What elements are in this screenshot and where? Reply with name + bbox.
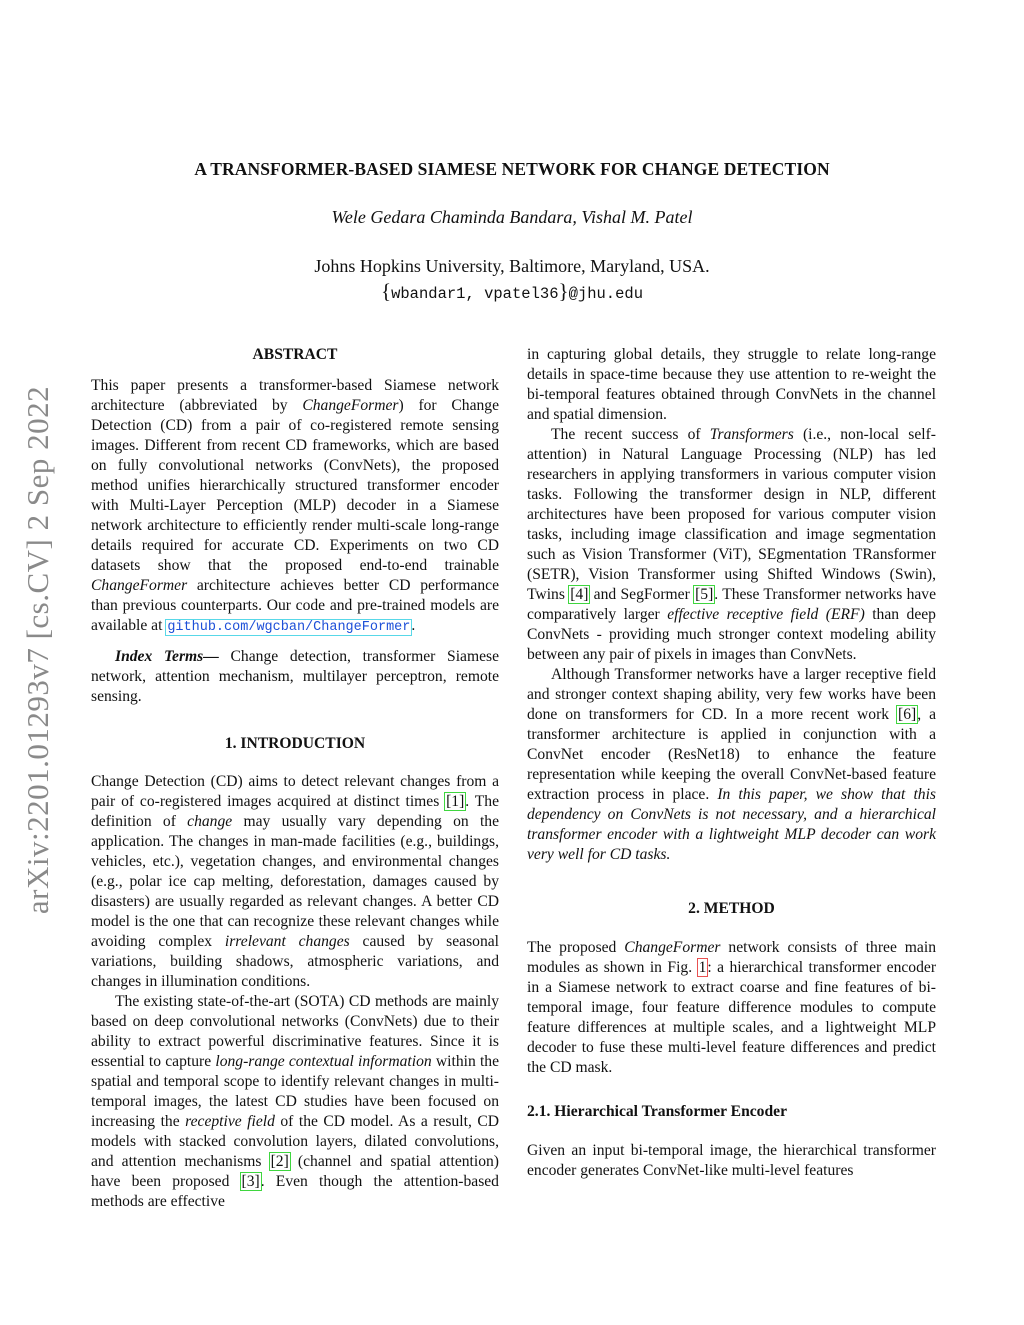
method-heading: 2. METHOD xyxy=(688,900,775,917)
paper-title: A TRANSFORMER-BASED SIAMESE NETWORK FOR CHANGE DETECTION xyxy=(194,159,830,179)
intro-paragraph-3: The recent success of Transformers (i.e., non-local self-attention) in Natural Language Processing (NLP) has led researchers in applying transformers in various computer vision tasks. Following the transformer design in NLP, different architectures have been proposed for various computer vision tasks, including image classification and image segmentation such as Vision Transformer (ViT), SEgmentation TRansformer (SETR), Vision Transformer using Shifted Windows (Swin), Twins [4] and SegFormer [5]. These Transformer networks have comparatively larger effective receptive field (ERF) than deep ConvNets - providing much stronger context modeling ability between any pair of pixels in images than ConvNets. xyxy=(527,426,937,663)
email-brace-open: { xyxy=(380,279,392,303)
left-column xyxy=(91,345,499,1212)
citation-6[interactable]: [6] xyxy=(898,706,917,723)
citation-3[interactable]: [3] xyxy=(241,1173,260,1190)
abstract-paragraph: This paper presents a transformer-based Siamese network architecture (abbreviated by ChangeFormer) for Change Detection (CD) from a pair of co-registered remote sensing images. Different from recent CD frameworks, which are based on fully convolutional networks (ConvNets), the proposed method unifies hierarchically structured transformer encoder with Multi-Layer Perception (MLP) decoder in a Siamese network architecture to efficiently render multi-scale long-range details required for accurate CD. Experiments on two CD datasets show that the proposed end-to-end trainable ChangeFormer architecture achieves better CD performance than previous counterparts. Our code and pre-trained models are available at github.com/wgcban/ChangeFormer. xyxy=(91,377,500,635)
method-paragraph-2: Given an input bi-temporal image, the hierarchical transformer encoder generates ConvNet-like multi-level features xyxy=(527,1142,936,1179)
arxiv-identifier-stamp: arXiv:2201.01293v7 [cs.CV] 2 Sep 2022 xyxy=(20,385,55,915)
method-paragraph-1: The proposed ChangeFormer network consists of three main modules as shown in Fig. 1: a hierarchical transformer encoder in a Siamese network to extract coarse and fine features of bi-temporal image, four feature difference modules to compute feature differences at multiple scales, and a lightweight MLP decoder to fuse these multi-level feature differences and predict the CD mask. xyxy=(527,939,937,1076)
intro-paragraph-2-continued: in capturing global details, they struggle to relate long-range details in space-time because they use attention to re-weight the bi-temporal features obtained through ConvNets in the channel and spatial dimension. xyxy=(527,346,936,423)
citation-2[interactable]: [2] xyxy=(270,1153,289,1170)
email-users: wbandar1, vpatel36 xyxy=(391,285,559,303)
citation-1[interactable]: [1] xyxy=(446,793,465,810)
paper-authors: Wele Gedara Chaminda Bandara, Vishal M. Patel xyxy=(331,207,693,227)
intro-paragraph-2: The existing state-of-the-art (SOTA) CD methods are mainly based on deep convolutional networks (ConvNets) due to their ability to extract powerful discriminative features. Since it is essential to capture long-range contextual information within the spatial and temporal scope to identify relevant changes in multi-temporal images, the latest CD studies have been focused on increasing the receptive field of the CD model. As a result, CD models with stacked convolution layers, dilated convolutions, and attention mechanisms [2] (channel and spatial attention) have been proposed [3]. Even though the attention-based methods are effective xyxy=(91,993,500,1210)
author-affiliation: Johns Hopkins University, Baltimore, Maryland, USA. xyxy=(314,256,710,276)
github-link[interactable]: github.com/wgcban/ChangeFormer xyxy=(167,620,411,635)
subsection-heading: 2.1. Hierarchical Transformer Encoder xyxy=(527,1103,787,1120)
index-terms: Index Terms— Change detection, transformer Siamese network, attention mechanism, multilayer perceptron, remote sensing. xyxy=(91,648,499,705)
email-brace-close: } xyxy=(558,279,569,303)
abstract-heading: ABSTRACT xyxy=(252,346,338,363)
introduction-heading: 1. INTRODUCTION xyxy=(224,735,366,752)
author-email xyxy=(0,279,1024,304)
citation-4[interactable]: [4] xyxy=(570,586,589,603)
email-domain: @jhu.edu xyxy=(568,285,644,303)
index-terms-label: Index Terms— xyxy=(115,648,219,665)
figure-reference[interactable]: 1 xyxy=(698,959,707,976)
citation-5[interactable]: [5] xyxy=(695,586,714,603)
intro-paragraph-4: Although Transformer networks have a larger receptive field and stronger context shaping ability, very few works have been done on transformers for CD. In a more recent work [6], a transformer architecture is applied in conjunction with a ConvNet encoder (ResNet18) to enhance the feature representation while keeping the overall ConvNet-based feature extraction process in place. In this paper, we show that this dependency on ConvNets is not necessary, and a hierarchical transformer encoder with a lightweight MLP decoder can work very well for CD tasks. xyxy=(527,666,937,863)
intro-paragraph-1: Change Detection (CD) aims to detect relevant changes from a pair of co-registered images acquired at distinct times [1]. The definition of change may usually vary depending on the application. The changes in man-made facilities (e.g., buildings, vehicles, etc.), vegetation changes, and environmental changes (e.g., polar ice cap melting, deforestation, damages caused by disasters) are usually regarded as relevant changes. A better CD model is the one that can recognize these relevant changes while avoiding complex irrelevant changes caused by seasonal variations, building shadows, atmospheric variations, and changes in illumination conditions. xyxy=(91,773,499,990)
right-column xyxy=(527,345,936,1181)
